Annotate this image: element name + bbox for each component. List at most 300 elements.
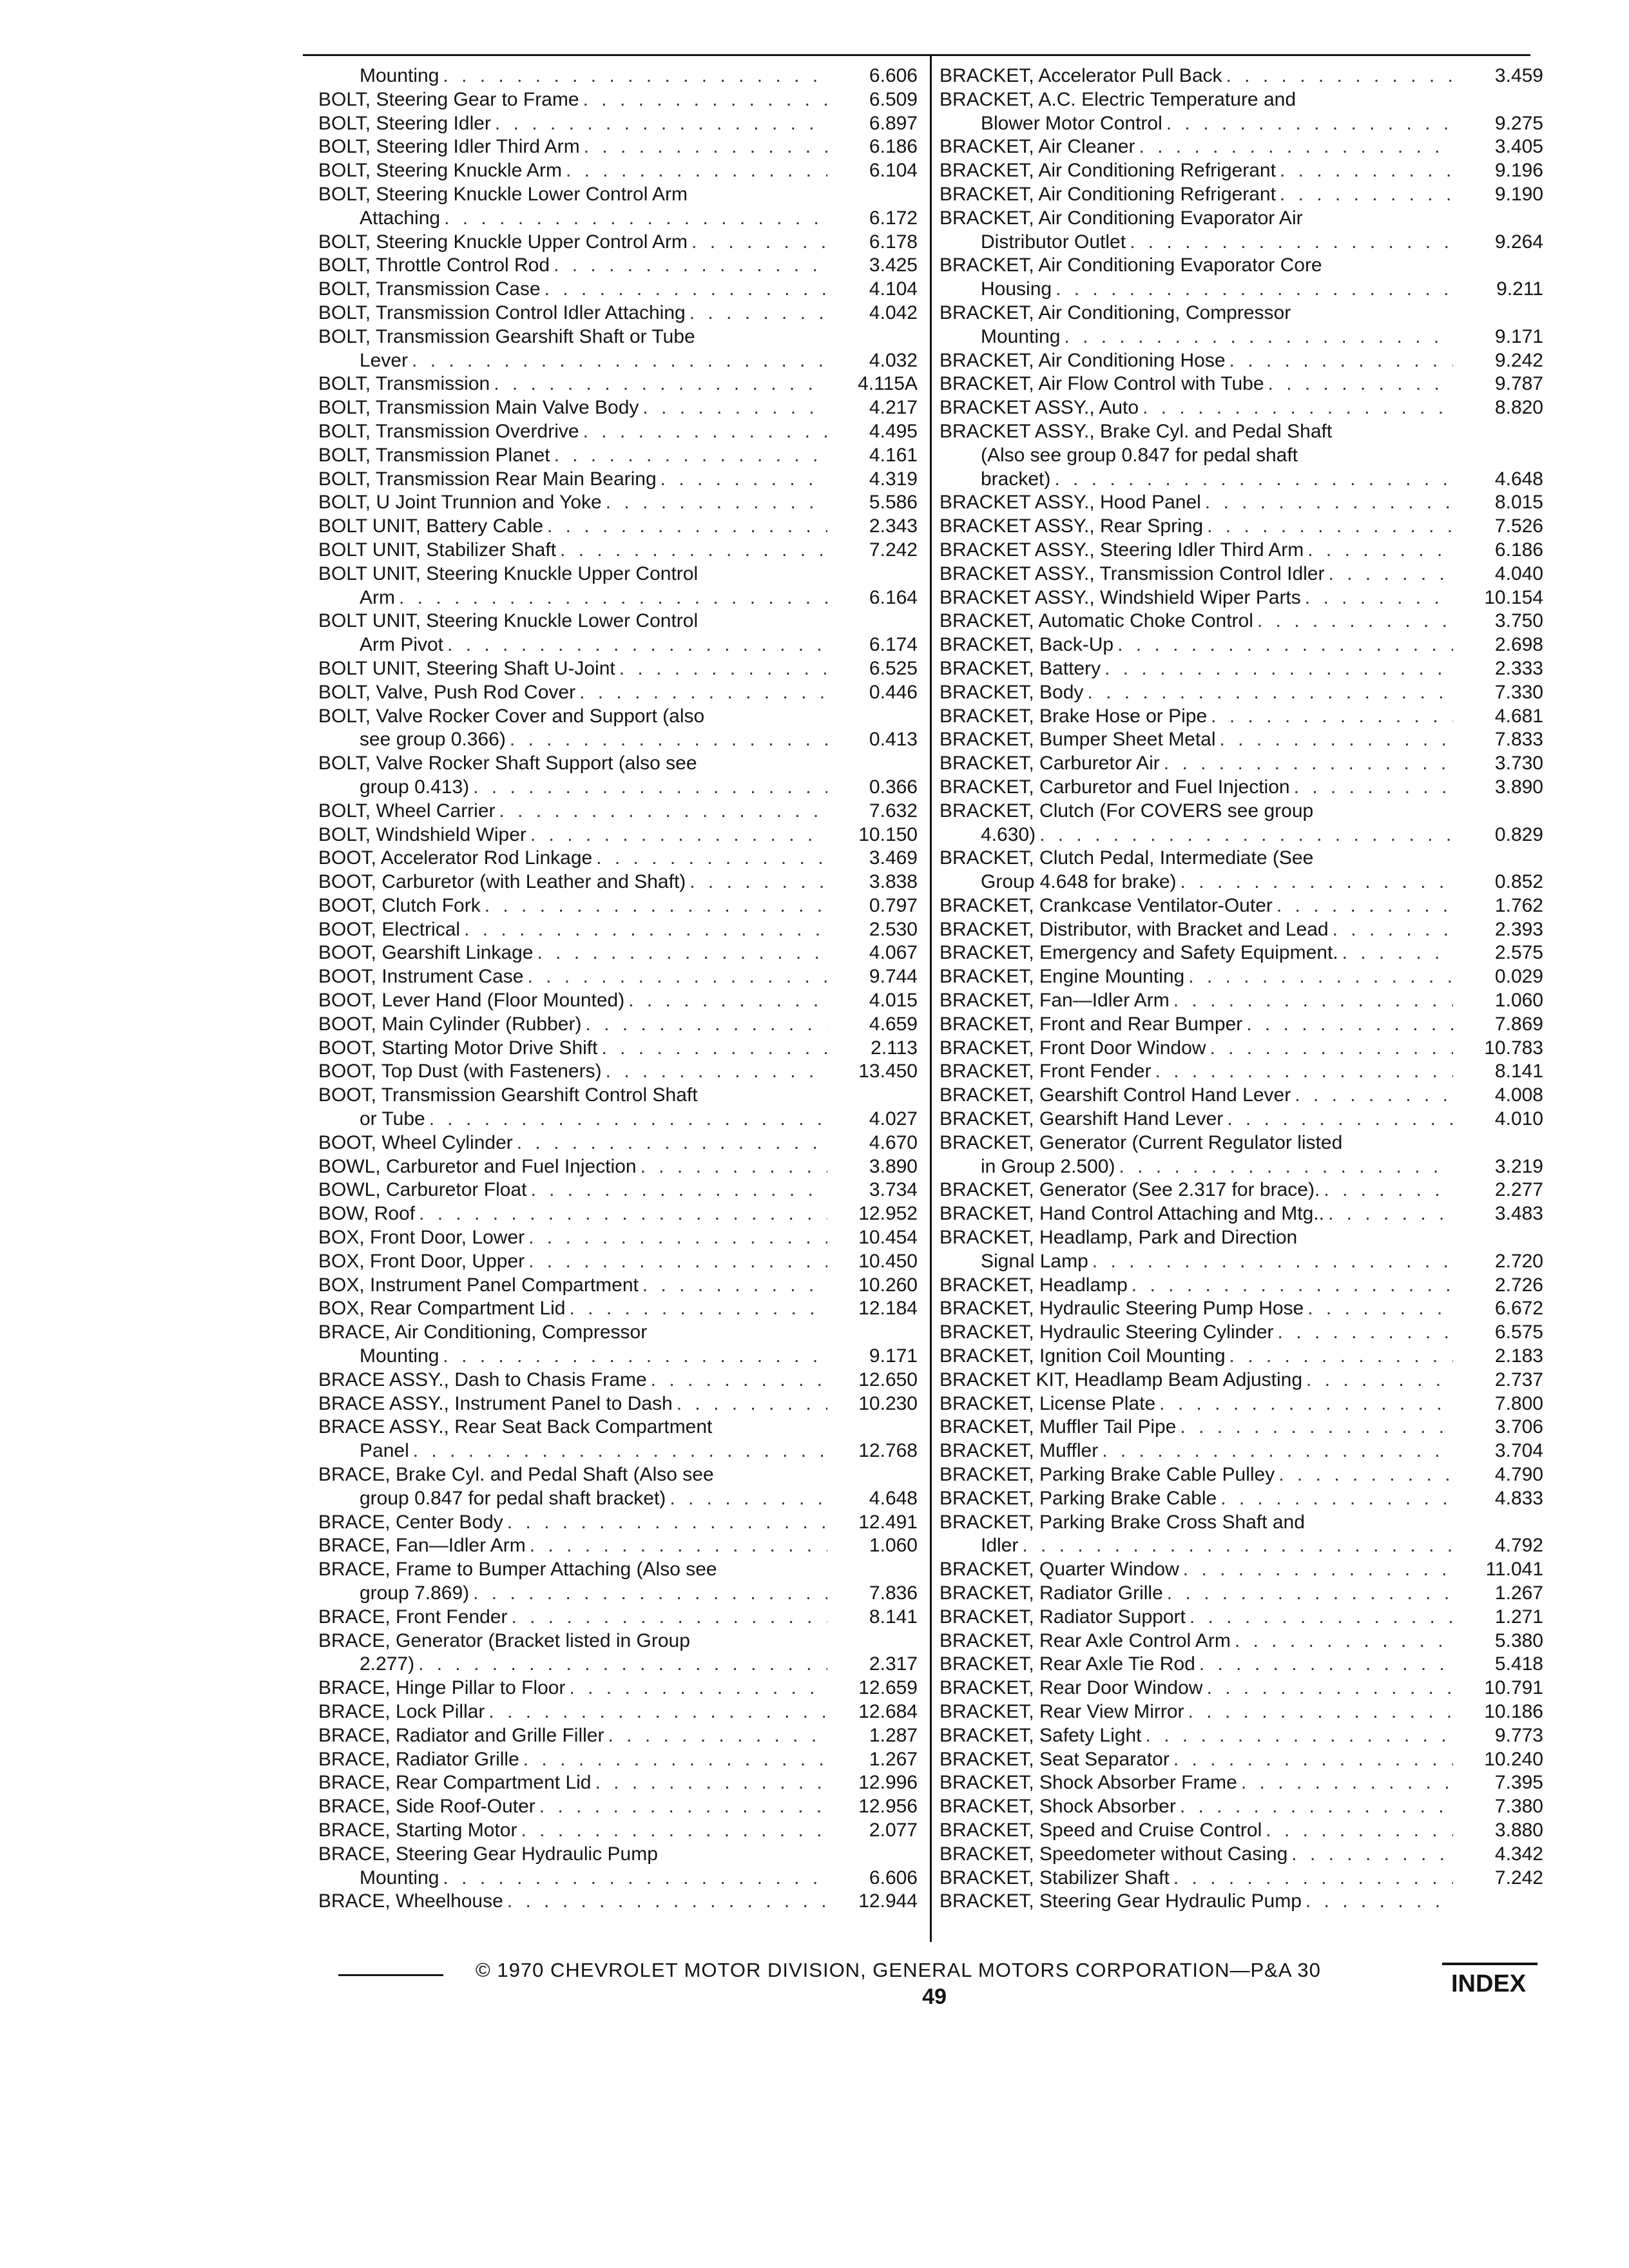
group-number: 1.287 (869, 1724, 918, 1746)
dot-leader (439, 1345, 827, 1369)
index-entry (318, 396, 918, 420)
group-number: 4.217 (869, 397, 918, 419)
entry-text: BRACE ASSY., Rear Seat Back Compartment (318, 1416, 713, 1438)
dot-leader (517, 1819, 827, 1843)
group-number: 3.706 (1494, 1416, 1543, 1438)
index-entry (318, 870, 918, 894)
entry-text: Panel (360, 1440, 409, 1462)
entry-text: BRACKET, Radiator Support (940, 1606, 1186, 1628)
dot-leader (1184, 965, 1453, 989)
group-number: 2.343 (869, 515, 918, 537)
group-number: 1.271 (1494, 1606, 1543, 1628)
entry-text: BOLT UNIT, Steering Knuckle Upper Control (318, 562, 699, 584)
group-number: 8.820 (1494, 397, 1543, 419)
entry-text: BRACKET, Air Conditioning Hose (940, 349, 1226, 371)
dot-leader (1304, 1297, 1453, 1321)
group-number: 2.183 (1494, 1345, 1543, 1367)
entry-text: BRACKET, Muffler Tail Pipe (940, 1416, 1177, 1438)
dot-leader (1302, 1369, 1453, 1392)
entry-text: BOOT, Gearshift Linkage (318, 942, 534, 964)
index-entry (940, 515, 1543, 539)
entry-text: BOLT UNIT, Steering Shaft U-Joint (318, 657, 615, 679)
group-number: 6.897 (869, 112, 918, 134)
group-number: 3.219 (1494, 1155, 1543, 1177)
group-number: 7.800 (1494, 1392, 1543, 1414)
index-entry (318, 1724, 918, 1748)
dot-leader (1036, 823, 1453, 847)
entry-text: BOOT, Clutch Fork (318, 894, 481, 916)
group-number: 10.230 (858, 1392, 918, 1414)
group-number: 7.242 (869, 539, 918, 561)
group-number: 9.744 (869, 966, 918, 988)
index-entry (940, 989, 1543, 1013)
group-number: 9.275 (1494, 112, 1543, 134)
group-number: 2.737 (1494, 1369, 1543, 1390)
entry-text: BOOT, Transmission Gearshift Control Shaft (318, 1084, 698, 1106)
index-entry (940, 1060, 1543, 1084)
index-entry (940, 633, 1543, 657)
entry-text: BRACE, Frame to Bumper Attaching (Also see (318, 1559, 717, 1581)
group-number: 7.380 (1494, 1796, 1543, 1818)
dot-leader (1276, 183, 1453, 207)
group-number: 7.869 (1494, 1013, 1543, 1035)
entry-text: BRACKET, Speed and Cruise Control (940, 1819, 1262, 1841)
entry-text: BOLT UNIT, Battery Cable (318, 515, 544, 537)
group-number: 6.172 (869, 207, 918, 229)
group-number: 9.773 (1494, 1724, 1543, 1746)
index-entry (318, 1392, 918, 1416)
entry-text: BRACE, Hinge Pillar to Floor (318, 1677, 566, 1699)
index-entry (940, 1582, 1543, 1606)
entry-text: BRACKET, Quarter Window (940, 1559, 1179, 1581)
dot-leader (1338, 941, 1453, 965)
group-number: 6.164 (869, 586, 918, 608)
dot-leader (1231, 1629, 1453, 1653)
dot-leader (1018, 1534, 1453, 1558)
index-entry (940, 420, 1543, 491)
dot-leader (592, 847, 827, 870)
dot-leader (543, 515, 827, 539)
index-entry (940, 372, 1543, 396)
entry-text: BOLT, Windshield Wiper (318, 823, 526, 845)
index-entry (940, 1369, 1543, 1392)
index-entry (318, 1819, 918, 1843)
entry-text: BOLT, Steering Idler Third Arm (318, 136, 580, 158)
group-number: 10.150 (858, 823, 918, 845)
entry-text: BOOT, Carburetor (with Leather and Shaft) (318, 871, 686, 893)
index-entry (940, 728, 1543, 752)
index-entry (318, 610, 918, 657)
dot-leader (1275, 1463, 1453, 1487)
index-entry (318, 1677, 918, 1700)
entry-text: BOX, Instrument Panel Compartment (318, 1274, 639, 1296)
entry-text: Arm (360, 586, 395, 608)
group-number: 4.010 (1494, 1108, 1543, 1130)
index-entry (318, 1297, 918, 1321)
dot-leader (491, 112, 827, 136)
index-entry (940, 1131, 1543, 1179)
dot-leader (1184, 1700, 1453, 1724)
entry-text: BOLT, Transmission Planet (318, 444, 550, 466)
index-entry (940, 918, 1543, 942)
entry-text: BRACE, Radiator and Grille Filler (318, 1724, 604, 1746)
entry-text: BOLT, Transmission Case (318, 278, 541, 300)
entry-text: BRACKET, Front and Rear Bumper (940, 1013, 1243, 1035)
group-number: 4.659 (869, 1013, 918, 1035)
entry-text: BOOT, Wheel Cylinder (318, 1131, 513, 1153)
entry-text: BRACKET, Air Flow Control with Tube (940, 373, 1264, 395)
entry-text: BRACKET, Battery (940, 657, 1101, 679)
dot-leader (1226, 1345, 1453, 1369)
entry-text: Housing (981, 278, 1052, 300)
entry-text: Distributor Outlet (981, 231, 1126, 253)
index-entry (318, 1060, 918, 1084)
group-number: 9.196 (1494, 160, 1543, 182)
entry-text: BOX, Rear Compartment Lid (318, 1298, 566, 1320)
index-entry (940, 88, 1543, 136)
group-number: 9.264 (1494, 231, 1543, 253)
entry-text: BRACKET ASSY., Brake Cyl. and Pedal Shaft (940, 420, 1333, 442)
group-number: 6.174 (869, 634, 918, 656)
group-number: 6.672 (1494, 1298, 1543, 1320)
index-entry (940, 941, 1543, 965)
index-entry (940, 1345, 1543, 1369)
dot-leader (1287, 1843, 1453, 1867)
group-number: 2.530 (869, 918, 918, 940)
group-number: 2.317 (869, 1653, 918, 1675)
index-entry (940, 539, 1543, 562)
group-number: 3.704 (1494, 1440, 1543, 1462)
entry-text: BRACKET, License Plate (940, 1392, 1156, 1414)
entry-text: BRACKET, Air Conditioning Evaporator Core (940, 255, 1322, 276)
group-number: 5.586 (869, 492, 918, 514)
dot-leader (1276, 159, 1453, 183)
entry-text: BOOT, Accelerator Rod Linkage (318, 847, 593, 869)
entry-text: BRACKET, Generator (Current Regulator listed (940, 1131, 1343, 1153)
index-entry (940, 1439, 1543, 1463)
group-number: 0.413 (869, 729, 918, 751)
group-number: 9.171 (1494, 325, 1543, 347)
entry-text: BRACKET, Hydraulic Steering Cylinder (940, 1321, 1274, 1343)
index-entry (940, 1819, 1543, 1843)
index-entry (940, 965, 1543, 989)
entry-text: BRACKET, Stabilizer Shaft (940, 1867, 1170, 1888)
group-number: 1.267 (1494, 1582, 1543, 1604)
group-number: 10.450 (858, 1250, 918, 1272)
right-index-column (940, 64, 1543, 1914)
group-number: 4.027 (869, 1108, 918, 1130)
index-entry (318, 515, 918, 539)
entry-text: BRACKET, Parking Brake Cable Pulley (940, 1464, 1275, 1486)
entry-text: BRACKET, Shock Absorber (940, 1796, 1176, 1818)
dot-leader (1186, 1606, 1453, 1629)
index-entry (318, 1131, 918, 1155)
group-number: 3.890 (869, 1155, 918, 1177)
dot-leader (581, 1013, 827, 1037)
index-entry (940, 1463, 1543, 1487)
entry-text: BRACKET ASSY., Auto (940, 397, 1139, 419)
index-entry (940, 562, 1543, 586)
index-entry (318, 823, 918, 847)
dot-leader (541, 278, 827, 302)
group-number: 12.491 (858, 1511, 918, 1533)
entry-text: BRACE, Front Fender (318, 1606, 508, 1628)
entry-text: Mounting (360, 65, 439, 86)
group-number: 12.996 (858, 1772, 918, 1794)
index-entry (318, 1250, 918, 1274)
top-rule (303, 54, 1530, 56)
entry-text: BOLT, Transmission Control Idler Attaching (318, 302, 686, 323)
entry-text: BOLT, Transmission (318, 373, 490, 395)
group-number: 7.395 (1494, 1772, 1543, 1794)
group-number: 1.267 (869, 1748, 918, 1770)
entry-text: bracket) (981, 468, 1051, 490)
dot-leader (526, 1534, 827, 1558)
group-number: 12.956 (858, 1796, 918, 1818)
index-entry (940, 1487, 1543, 1511)
group-number: 9.787 (1494, 373, 1543, 395)
dot-leader (535, 1795, 827, 1819)
entry-text: BRACKET, Radiator Grille (940, 1582, 1163, 1604)
entry-text: BOLT, Transmission Gearshift Shaft or Tube (318, 325, 695, 347)
entry-text: BOWL, Carburetor Float (318, 1179, 527, 1201)
group-number: 6.606 (869, 65, 918, 86)
dot-leader (565, 1297, 827, 1321)
group-number: 2.277 (1494, 1179, 1543, 1201)
group-number: 4.042 (869, 302, 918, 323)
group-number: 2.113 (871, 1037, 918, 1059)
dot-leader (1151, 1060, 1453, 1084)
index-entry (318, 1558, 918, 1606)
group-number: 12.650 (858, 1369, 918, 1390)
index-entry (318, 231, 918, 255)
dot-leader (550, 444, 827, 468)
group-number: 12.659 (858, 1677, 918, 1699)
entry-text: BOLT, Transmission Main Valve Body (318, 397, 639, 419)
group-number: 7.836 (869, 1582, 918, 1604)
index-entry (940, 847, 1543, 894)
dot-leader (490, 372, 827, 396)
entry-text: BOX, Front Door, Upper (318, 1250, 525, 1272)
index-entry (940, 1558, 1543, 1582)
group-number: 3.425 (869, 255, 918, 276)
entry-text: BRACKET, Air Conditioning Refrigerant (940, 183, 1276, 205)
index-entry (940, 349, 1543, 373)
entry-text: BRACE, Lock Pillar (318, 1700, 485, 1722)
entry-text: BOLT, Valve Rocker Shaft Support (also see (318, 753, 697, 774)
dot-leader (443, 633, 827, 657)
index-entry (940, 207, 1543, 255)
group-number: 4.792 (1494, 1535, 1543, 1557)
dot-leader (579, 420, 827, 444)
dot-leader (534, 941, 828, 965)
entry-text: BOW, Roof (318, 1203, 416, 1225)
index-entry (318, 88, 918, 112)
entry-text: BRACKET, Speedometer without Casing (940, 1843, 1288, 1865)
group-number: 4.319 (869, 468, 918, 490)
group-number: 9.190 (1494, 183, 1543, 205)
entry-text: BRACKET, Ignition Coil Mounting (940, 1345, 1226, 1367)
entry-text: BRACKET, A.C. Electric Temperature and (940, 88, 1296, 110)
dot-leader (1302, 1890, 1453, 1914)
group-number: 12.768 (858, 1440, 918, 1462)
group-number: 6.525 (869, 657, 918, 679)
group-number: 4.008 (1494, 1084, 1543, 1106)
index-entry (318, 112, 918, 136)
dot-leader (415, 1202, 827, 1226)
dot-leader (1237, 1771, 1453, 1795)
dot-leader (1170, 1867, 1453, 1890)
dot-leader (580, 135, 827, 159)
group-number: 4.833 (1494, 1487, 1543, 1509)
group-number: 1.762 (1494, 894, 1543, 916)
entry-text: BRACKET, Rear Axle Tie Rod (940, 1653, 1195, 1675)
entry-text: BOOT, Main Cylinder (Rubber) (318, 1013, 582, 1035)
entry-text: BOX, Front Door, Lower (318, 1227, 525, 1249)
dot-leader (1170, 989, 1453, 1013)
dot-leader (1128, 1274, 1453, 1298)
index-entry (940, 1226, 1543, 1274)
dot-leader (550, 254, 827, 278)
entry-text: BRACKET KIT, Headlamp Beam Adjusting (940, 1369, 1303, 1390)
group-number: 4.670 (869, 1131, 918, 1153)
entry-text: 4.630) (981, 823, 1036, 845)
entry-text: BRACKET, Emergency and Safety Equipment. (940, 942, 1338, 964)
group-number: 10.783 (1484, 1037, 1543, 1059)
dot-leader (1139, 396, 1453, 420)
dot-leader (1162, 112, 1453, 136)
dot-leader (1304, 539, 1453, 562)
entry-text: BOLT, Steering Knuckle Upper Control Arm (318, 231, 688, 253)
dot-leader (604, 1724, 827, 1748)
index-entry (318, 444, 918, 468)
dot-leader (673, 1392, 827, 1416)
dot-leader (657, 468, 827, 492)
entry-text: BRACKET, Generator (See 2.317 for brace). (940, 1179, 1320, 1201)
entry-text: Idler (981, 1535, 1019, 1557)
index-entry (318, 941, 918, 965)
group-number: 1.060 (1494, 990, 1543, 1012)
group-number: 7.833 (1494, 729, 1543, 751)
entry-text: (Also see group 0.847 for pedal shaft (981, 444, 1298, 466)
index-entry (940, 681, 1543, 705)
dot-leader (1052, 278, 1453, 302)
index-entry (318, 1748, 918, 1772)
entry-text: BRACKET, Brake Hose or Pipe (940, 705, 1208, 727)
entry-text: BRACKET, Front Door Window (940, 1037, 1206, 1059)
group-number: 0.029 (1494, 966, 1543, 988)
dot-leader (1274, 1321, 1453, 1345)
group-number: 6.104 (869, 160, 918, 182)
index-entry (940, 396, 1543, 420)
entry-text: Mounting (360, 1867, 439, 1888)
dot-leader (1179, 1558, 1453, 1582)
dot-leader (1083, 681, 1453, 705)
entry-text: BRACE, Wheelhouse (318, 1890, 503, 1912)
dot-leader (440, 207, 827, 231)
group-number: 3.730 (1494, 753, 1543, 774)
group-number: 4.115A (858, 373, 918, 395)
dot-leader (1202, 1677, 1453, 1700)
entry-text: 2.277) (360, 1653, 415, 1675)
index-entry (940, 776, 1543, 800)
group-number: 11.041 (1485, 1559, 1543, 1581)
entry-text: BOLT, Steering Knuckle Lower Control Arm (318, 183, 688, 205)
entry-text: BOOT, Electrical (318, 918, 461, 940)
entry-text: BRACE, Radiator Grille (318, 1748, 519, 1770)
entry-text: Signal Lamp (981, 1250, 1088, 1272)
index-entry (940, 1677, 1543, 1700)
index-entry (318, 1369, 918, 1392)
group-number: 10.240 (1484, 1748, 1543, 1770)
group-number: 4.681 (1494, 705, 1543, 727)
dot-leader (1113, 633, 1453, 657)
entry-text: BOLT UNIT, Steering Knuckle Lower Control (318, 610, 699, 632)
entry-text: Blower Motor Control (981, 112, 1162, 134)
index-entry (940, 1771, 1543, 1795)
index-entry (318, 847, 918, 870)
dot-leader (1207, 705, 1453, 729)
copyright-notice: © 1970 CHEVROLET MOTOR DIVISION, GENERAL MOTORS CORPORATION—P&A 30 (476, 1959, 1321, 1981)
entry-text: see group 0.366) (360, 729, 506, 751)
entry-text: BRACKET, Front Fender (940, 1061, 1152, 1082)
dot-leader (1291, 1084, 1453, 1108)
group-number: 6.606 (869, 1867, 918, 1888)
index-entry (940, 1297, 1543, 1321)
entry-text: BRACKET, Parking Brake Cross Shaft and (940, 1511, 1305, 1533)
entry-text: group 0.413) (360, 776, 470, 798)
entry-text: BRACE, Generator (Bracket listed in Group (318, 1629, 690, 1651)
index-entry (318, 1795, 918, 1819)
group-number: 5.418 (1494, 1653, 1543, 1675)
group-number: 3.750 (1494, 610, 1543, 632)
group-number: 6.575 (1494, 1321, 1543, 1343)
entry-text: BRACKET, Steering Gear Hydraulic Pump (940, 1890, 1302, 1912)
group-number: 3.880 (1494, 1819, 1543, 1841)
entry-text: BRACKET, Rear View Mirror (940, 1700, 1184, 1722)
index-entry (940, 1274, 1543, 1298)
group-number: 7.242 (1494, 1867, 1543, 1888)
dot-leader (1273, 894, 1453, 918)
dot-leader (1050, 468, 1453, 492)
entry-text: BRACKET, Seat Separator (940, 1748, 1170, 1770)
group-number: 2.726 (1494, 1274, 1543, 1296)
group-number: 1.060 (869, 1535, 918, 1557)
group-number: 3.890 (1494, 776, 1543, 798)
group-number: 6.186 (869, 136, 918, 158)
dot-leader (485, 1700, 827, 1724)
entry-text: BOLT, Valve Rocker Cover and Support (also (318, 705, 705, 727)
group-number: 3.459 (1494, 65, 1543, 86)
entry-text: or Tube (360, 1108, 425, 1130)
dot-leader (1135, 135, 1453, 159)
entry-text: BOLT, Steering Knuckle Arm (318, 160, 562, 182)
dot-leader (1088, 1250, 1453, 1274)
dot-leader (439, 1867, 827, 1890)
group-number: 2.393 (1494, 918, 1543, 940)
footer-rule-right (1442, 1963, 1537, 1965)
dot-leader (408, 349, 827, 373)
group-number: 2.720 (1494, 1250, 1543, 1272)
index-entry (940, 1084, 1543, 1108)
group-number: 4.648 (869, 1487, 918, 1509)
entry-text: BRACKET ASSY., Hood Panel (940, 492, 1201, 514)
dot-leader (1222, 64, 1453, 88)
group-number: 10.454 (858, 1227, 918, 1249)
entry-text: BRACKET, Bumper Sheet Metal (940, 729, 1216, 751)
index-entry (940, 64, 1543, 88)
index-entry (318, 1463, 918, 1511)
